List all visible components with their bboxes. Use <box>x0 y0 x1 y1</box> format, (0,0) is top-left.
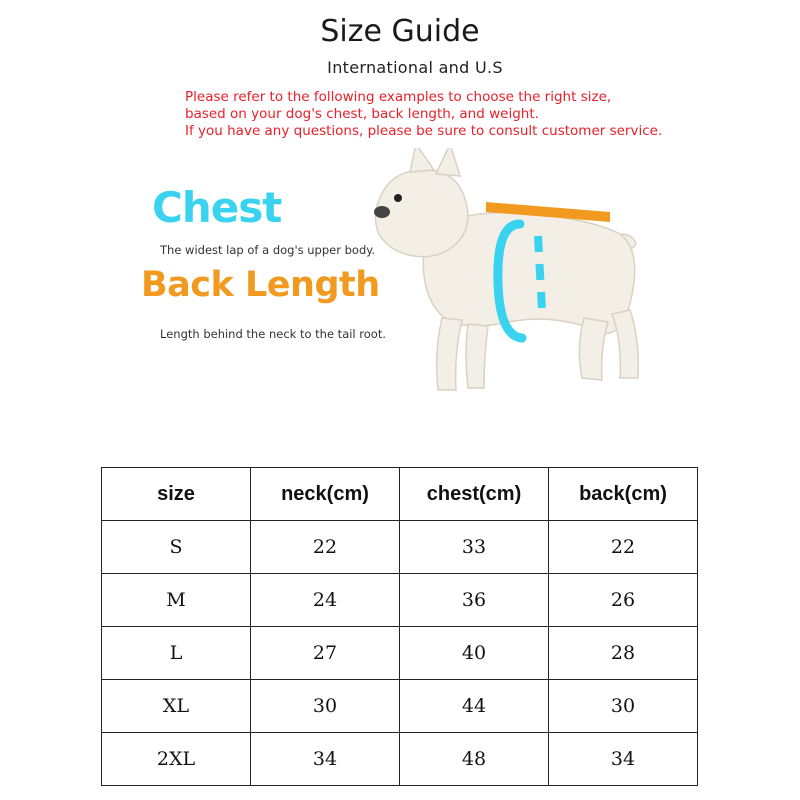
dog-picture <box>375 148 638 390</box>
table-cell: 24 <box>251 574 400 627</box>
dog-eye <box>394 194 402 202</box>
table-cell: 33 <box>400 521 549 574</box>
table-cell: 27 <box>251 627 400 680</box>
table-cell: 40 <box>400 627 549 680</box>
table-header-row <box>102 468 698 521</box>
table-cell: M <box>102 574 251 627</box>
table-cell: 30 <box>549 680 698 733</box>
dog-measurement-illustration <box>360 148 680 408</box>
table-cell: 44 <box>400 680 549 733</box>
table-cell: 2XL <box>102 733 251 786</box>
table-row <box>102 574 698 627</box>
table-cell: 22 <box>251 521 400 574</box>
note-line: If you have any questions, please be sure to consult customer service. <box>185 123 663 139</box>
size-table <box>101 467 698 786</box>
table-cell: L <box>102 627 251 680</box>
chest-description: The widest lap of a dog's upper body. <box>160 243 376 257</box>
page-subtitle: International and U.S <box>327 58 503 77</box>
table-cell: XL <box>102 680 251 733</box>
chest-label: Chest <box>152 183 282 232</box>
table-cell: 34 <box>251 733 400 786</box>
table-cell: 28 <box>549 627 698 680</box>
table-cell: 48 <box>400 733 549 786</box>
table-cell: 22 <box>549 521 698 574</box>
note-line: Please refer to the following examples to choose the right size, <box>185 89 612 105</box>
column-header: chest(cm) <box>400 468 549 521</box>
page-title: Size Guide <box>320 14 480 49</box>
dog-nose <box>374 206 390 218</box>
note-line: based on your dog's chest, back length, and weight. <box>185 106 539 122</box>
column-header: neck(cm) <box>251 468 400 521</box>
table-row <box>102 627 698 680</box>
back-length-description: Length behind the neck to the tail root. <box>160 327 386 341</box>
table-row <box>102 521 698 574</box>
column-header: size <box>102 468 251 521</box>
table-cell: 30 <box>251 680 400 733</box>
size-notes <box>185 89 662 140</box>
table-cell: 34 <box>549 733 698 786</box>
column-header: back(cm) <box>549 468 698 521</box>
chest-loop-dash <box>538 236 542 310</box>
table-cell: S <box>102 521 251 574</box>
table-row <box>102 733 698 786</box>
back-length-label: Back Length <box>141 265 380 305</box>
table-cell: 26 <box>549 574 698 627</box>
table-row <box>102 680 698 733</box>
table-cell: 36 <box>400 574 549 627</box>
